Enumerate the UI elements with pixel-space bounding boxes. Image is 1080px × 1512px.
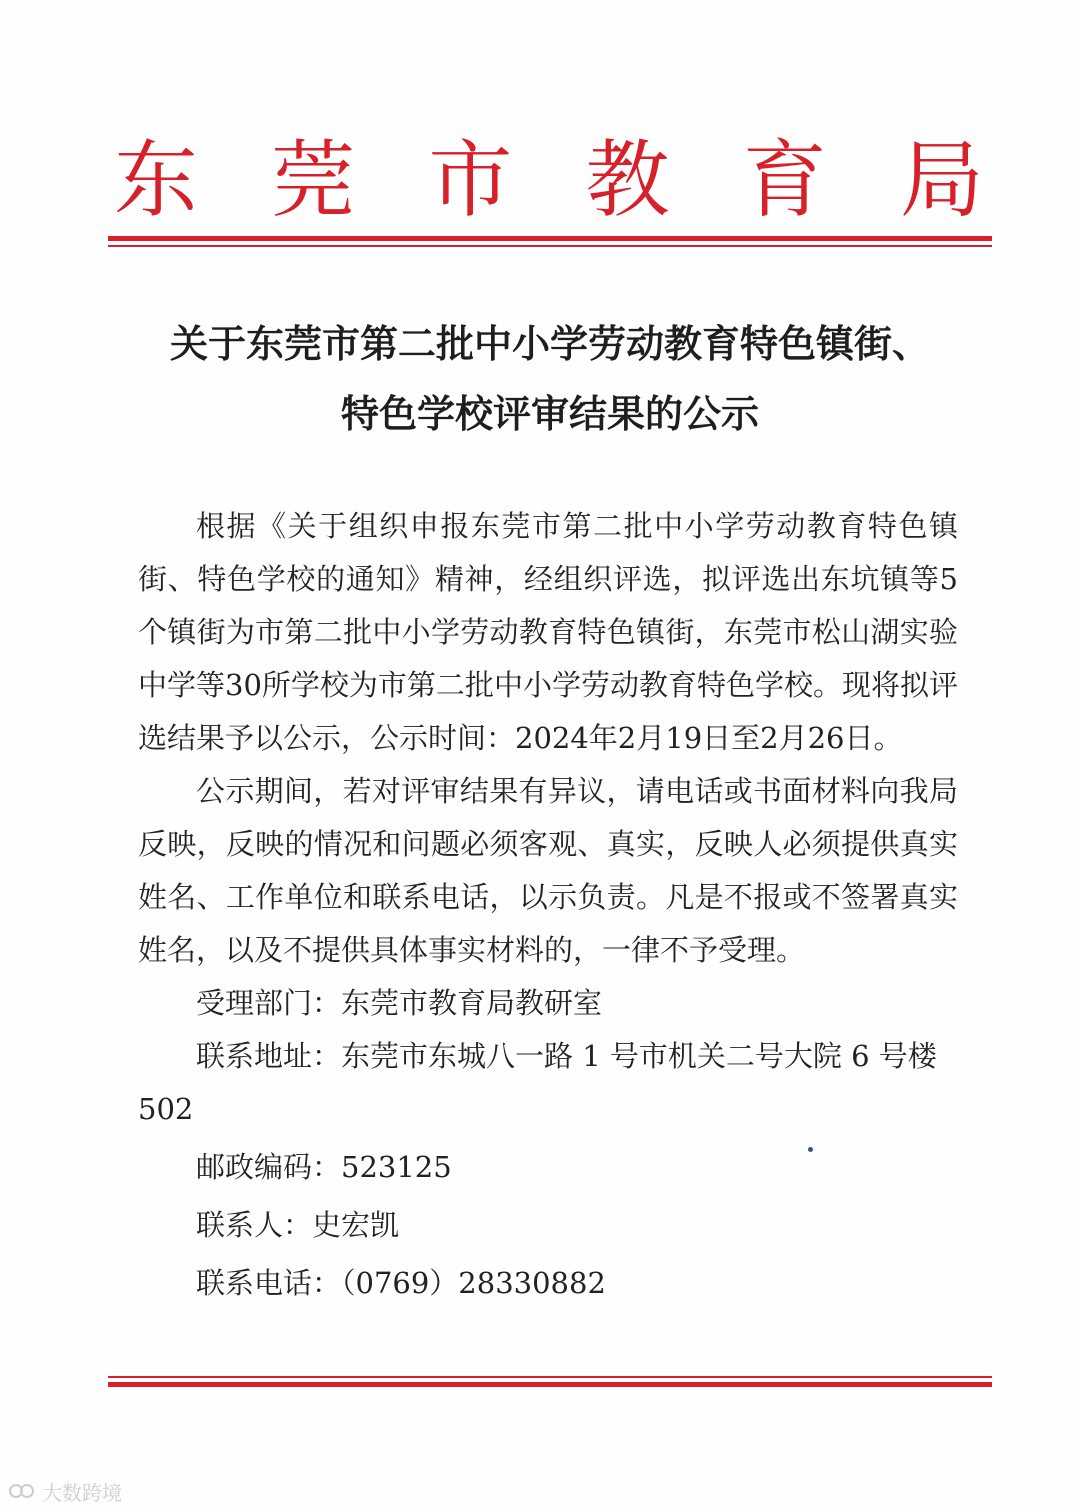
watermark-text: 大数跨境 (42, 1480, 122, 1505)
letterhead-char: 市 (428, 131, 513, 229)
letterhead-char: 教 (585, 131, 670, 229)
body-paragraph-2: 公示期间，若对评审结果有异议，请电话或书面材料向我局反映，反映的情况和问题必须客观、真实，反映人必须提供真实姓名、工作单位和联系电话，以示负责。凡是不报或不签署真实姓名，以及不提供具体事实材料的，一律不予受理。 (138, 774, 958, 967)
address-line: 联系地址：东莞市东城八一路 1 号市机关二号大院 6 号楼 502 (138, 1039, 937, 1126)
footer-rule-thick (108, 1382, 992, 1387)
document-title-line-2: 特色学校评审结果的公示 (340, 392, 759, 436)
department-line: 受理部门：东莞市教育局教研室 (196, 986, 603, 1020)
footer-rule-thin (108, 1376, 992, 1378)
contact-line: 联系人：史宏凯 (196, 1208, 400, 1242)
letterhead-char: 东 (113, 131, 198, 229)
scan-dot (808, 1147, 813, 1152)
document-body (138, 500, 958, 1310)
watermark (8, 1476, 122, 1506)
document-title-line-1: 关于东莞市第二批中小学劳动教育特色镇街、 (169, 322, 930, 366)
phone-line: 联系电话：（0769）28330882 (196, 1266, 606, 1300)
postcode-line: 邮政编码：523125 (196, 1150, 452, 1184)
body-paragraph-1: 根据《关于组织申报东莞市第二批中小学劳动教育特色镇街、特色学校的通知》精神，经组织评选，拟评选出东坑镇等5个镇街为市第二批中小学劳动教育特色镇街，东莞市松山湖实验中学等30所学校为市第二批中小学劳动教育特色学校。现将拟评选结果予以公示，公示时间：2024年2月19日至2月26日。 (138, 509, 958, 755)
letterhead (108, 130, 990, 230)
letterhead-rule-thick (108, 236, 992, 241)
letterhead-char: 局 (899, 131, 984, 229)
letterhead-char: 育 (742, 131, 827, 229)
letterhead-char: 莞 (271, 131, 356, 229)
letterhead-rule-thin (108, 245, 992, 247)
logo-icon (8, 1480, 36, 1502)
